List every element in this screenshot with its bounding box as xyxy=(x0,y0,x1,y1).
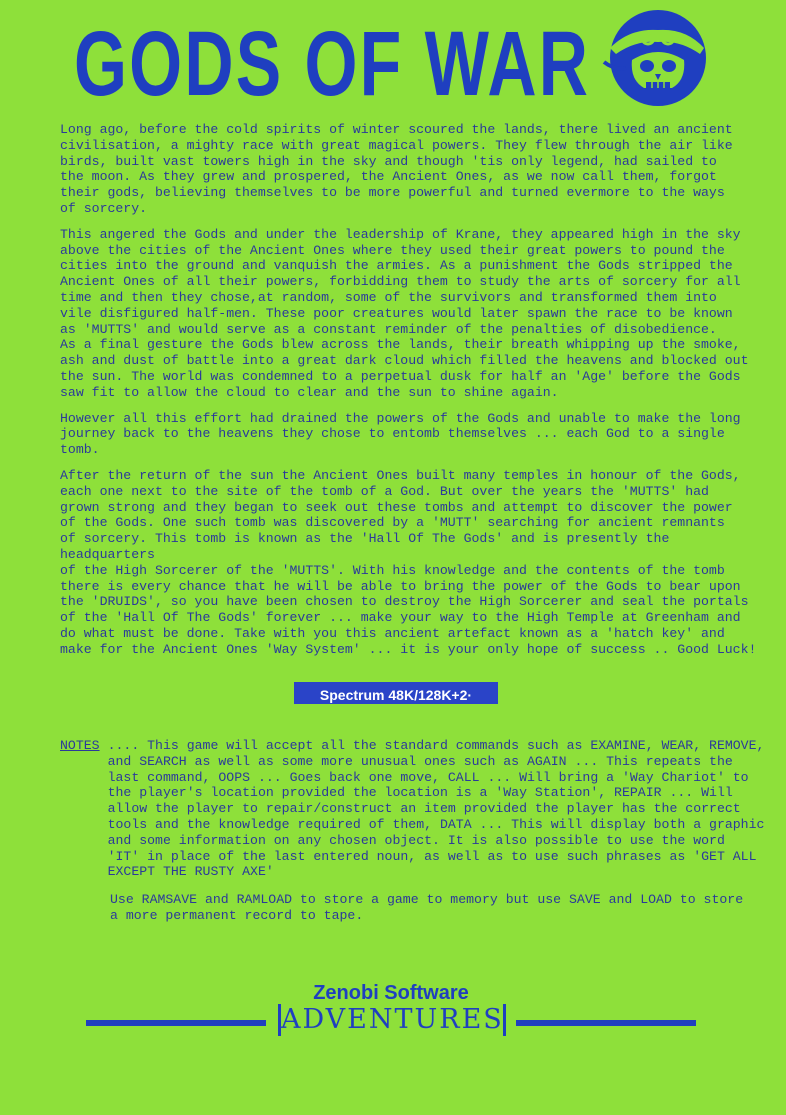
adventures-label: ADVENTURES xyxy=(278,1004,506,1036)
skull-icon xyxy=(600,8,710,108)
page-title: GODS OF WAR xyxy=(74,13,591,115)
notes-body: .... This game will accept all the standard commands such as EXAMINE, WEAR, REMOVE, and SEARCH as well as some more unusual ones such as AGAIN ... This repeats the last command, OOPS ... Goes back one move, CALL ... Will bring a 'Way Chariot' to the player's location provided the location is a 'Way Station', REPAIR ... Will allow the player to repair/construct an item provided the player has the correct tools and the knowledge required of them, DATA ... This will display both a graphic and some information on any chosen object. It is also possible to use the word 'IT' in place of the last entered noun, as well as to use such phrases as 'GET ALL EXCEPT THE RUSTY AXE' xyxy=(107,738,765,880)
publisher-logo xyxy=(86,982,696,1042)
publisher-name: Zenobi Software xyxy=(313,982,469,1004)
notes-section xyxy=(60,738,772,924)
story-paragraph-3: However all this effort had drained the powers of the Gods and unable to make the long journey back to the heavens they chose to entomb themselves ... each God to a single tomb. xyxy=(60,410,741,458)
story-paragraph-2: This angered the Gods and under the leadership of Krane, they appeared high in the sky above the cities of the Ancient Ones where they used their great powers to pound the cities into the ground and vanquish the armies. As a punishment the Gods stripped the Ancient Ones of all their powers, forbidding them to study the arts of sorcery for all time and then they chose,at random, some of the survivors and transformed them into vile disfigured half-men. These poor creatures would later spawn the race to be known as 'MUTTS' and would serve as a constant reminder of the penalties of disobedience. As a final gesture the Gods blew across the lands, their breath whipping up the smoke, ash and dust of battle into a great dark cloud which filled the heavens and blocked out the sun. The world was condemned to a perpetual dusk for half an 'Age' before the Gods saw fit to allow the cloud to clear and the sun to shine again. xyxy=(60,226,749,400)
footer-rule-left xyxy=(86,1020,266,1026)
story-text xyxy=(60,122,772,668)
footer-rule-right xyxy=(516,1020,696,1026)
story-paragraph-4: After the return of the sun the Ancient Ones built many temples in honour of the Gods, each one next to the site of the tomb of a God. But over the years the 'MUTTS' had grown strong and they began to seek out these tombs and attempt to discover the power of the Gods. One such tomb was discovered by a 'MUTT' searching for ancient remnants of sorcery. This tomb is known as the 'Hall Of The Gods' and is presently the headquarters of the High Sorcerer of the 'MUTTS'. With his knowledge and the contents of the tomb there is every chance that he will be able to bring the power of the Gods to bear upon the 'DRUIDS', so you have been chosen to destroy the High Sorcerer and seal the portals of the 'Hall Of The Gods' forever ... make your way to the High Temple at Greenham and do what must be done. Take with you this ancient artefact known as a 'hatch key' and make for the Ancient Ones 'Way System' ... it is your only hope of success .. Good Luck! xyxy=(60,467,757,657)
notes-label: NOTES xyxy=(60,738,100,753)
story-paragraph-1: Long ago, before the cold spirits of winter scoured the lands, there lived an ancient civilisation, a mighty race with great magical powers. They flew through the air like birds, built vast towers high in the sky and though 'tis only legend, had sailed to the moon. As they grew and prospered, the Ancient Ones, as we now call them, forgot their gods, believing themselves to be more powerful and turned evermore to the ways of sorcery. xyxy=(60,122,733,216)
platform-badge: Spectrum 48K/128K+2· xyxy=(294,682,498,704)
notes-save-info: Use RAMSAVE and RAMLOAD to store a game to memory but use SAVE and LOAD to store a more permanent record to tape. xyxy=(110,892,744,923)
